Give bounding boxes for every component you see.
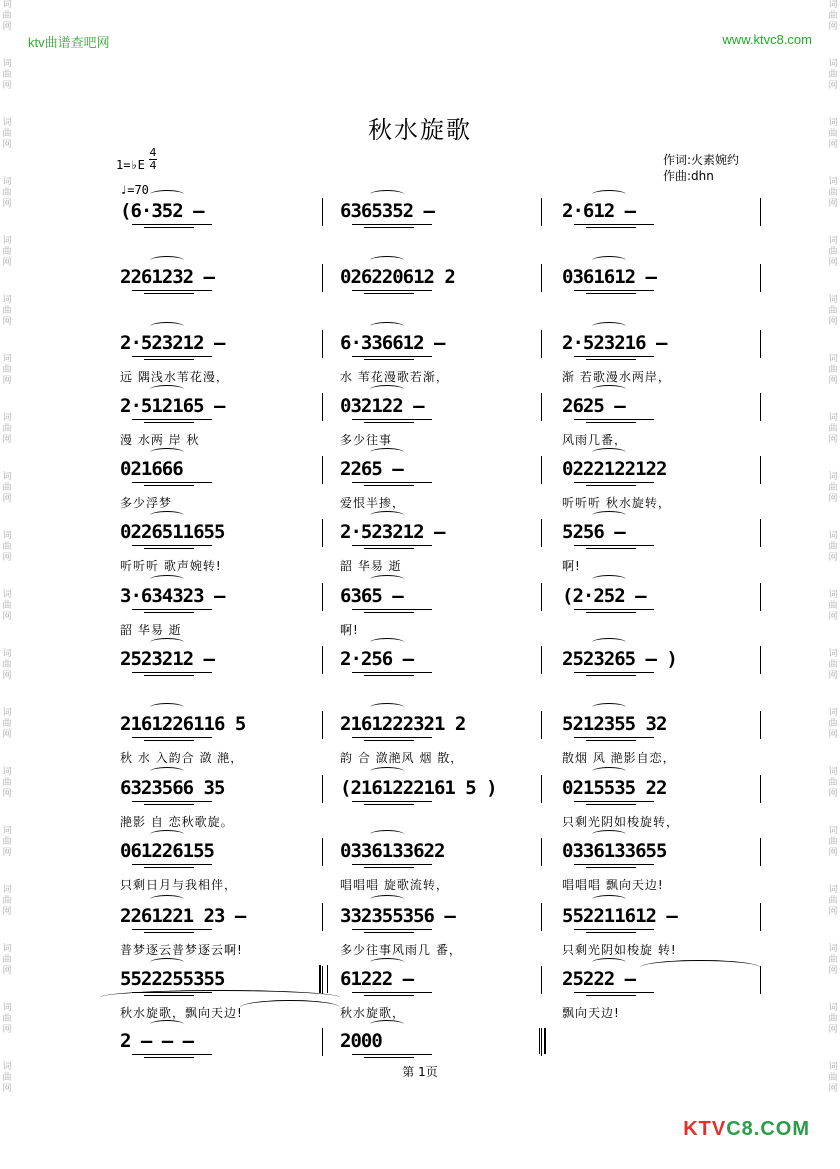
measure: 2·512165 – [120,395,225,417]
side-watermark-char: 网 [828,22,838,32]
barline [760,711,761,739]
side-watermark-char: 词 [828,472,838,482]
side-watermark-char: 网 [828,553,838,563]
side-watermark-char: 曲 [828,483,838,493]
barline [760,330,761,358]
side-watermark-char: 网 [828,435,838,445]
side-watermark-char: 曲 [828,188,838,198]
lyric-line: 渐 若歌漫水两岸， [562,370,671,384]
barline [322,456,323,484]
side-watermark-char: 网 [828,789,838,799]
lyric-line: 多少往事 [340,433,393,447]
curve-mid [240,1000,340,1015]
side-watermark-char: 词 [828,767,838,777]
barline [760,646,761,674]
barline [322,646,323,674]
lyric-line: 风雨几番， [562,433,628,447]
side-watermark-char: 词 [2,1062,12,1072]
side-watermark-char: 曲 [2,365,12,375]
side-watermark-char: 曲 [828,719,838,729]
barline [541,646,542,674]
measure: 2·612 – [562,200,636,222]
side-watermark-char: 曲 [2,1014,12,1024]
lyric-line: 韶 华易 逝 [120,623,182,637]
side-watermark-char: 词 [2,0,12,10]
measure: 2625 – [562,395,625,417]
side-watermark-char: 网 [2,966,12,976]
barline [322,903,323,931]
barline [760,966,761,994]
repeat-barline [319,965,328,993]
measure: 6365352 – [340,200,434,222]
lyric-line: 唱唱唱 旋歌流转， [340,878,449,892]
lyric-line: 散烟 风 滟影自恋， [562,751,676,765]
side-watermark-char: 曲 [2,660,12,670]
lyric-line: 秋水旋歌， [340,1006,406,1020]
measure: 0336133655 [562,840,667,862]
lyric-line: 啊! [562,559,581,573]
side-watermark-char: 词 [2,177,12,187]
side-watermark-char: 曲 [828,896,838,906]
side-watermark-char: 词 [2,1003,12,1013]
side-watermark-char: 网 [2,553,12,563]
barline [322,330,323,358]
measure: 2·523216 – [562,332,667,354]
credits [663,152,739,184]
barline [760,775,761,803]
side-watermark-char: 网 [2,848,12,858]
side-watermark-char: 曲 [2,719,12,729]
barline [322,711,323,739]
side-watermark-char: 网 [828,671,838,681]
measure: 61222 – [340,968,414,990]
side-watermark-char: 曲 [2,483,12,493]
barline [541,711,542,739]
lyric-line: 只剩光阴如梭旋转， [562,815,680,829]
side-watermark-char: 曲 [828,601,838,611]
time-sig-bottom: 4 [149,159,157,172]
measure: 6·336612 – [340,332,445,354]
side-watermark-char: 词 [2,118,12,128]
side-watermark-char: 网 [828,1084,838,1094]
side-watermark-char: 词 [2,649,12,659]
side-watermark-char: 网 [2,317,12,327]
side-watermark-char: 词 [2,590,12,600]
side-watermark-char: 曲 [2,247,12,257]
lyric-line: 水 苇花漫歌若渐， [340,370,449,384]
side-watermark-left [0,0,14,1169]
barline [322,775,323,803]
lyric-line: 多少浮梦 [120,496,173,510]
measure: 2·256 – [340,648,414,670]
logo-part-ktv: KTV [683,1118,727,1140]
barline [541,583,542,611]
barline [541,903,542,931]
side-watermark-char: 词 [828,413,838,423]
side-watermark-char: 曲 [2,70,12,80]
side-watermark-char: 网 [2,1084,12,1094]
lyric-line: 啊! [340,623,359,637]
measure: 032122 – [340,395,424,417]
measure: 552211612 – [562,905,677,927]
side-watermark-char: 词 [2,708,12,718]
song-title: 秋水旋歌 [368,116,472,144]
barline [541,393,542,421]
measure: 25222 – [562,968,636,990]
ktvc8-logo[interactable] [683,1118,810,1141]
side-watermark-char: 词 [828,177,838,187]
site-name-left[interactable]: ktv曲谱查吧网 [28,35,110,50]
side-watermark-char: 曲 [2,896,12,906]
measure: 6365 – [340,585,403,607]
barline [760,903,761,931]
curve-right [640,960,760,975]
lyric-line: 飘向天边! [562,1006,620,1020]
time-signature [149,147,157,172]
side-watermark-char: 曲 [2,778,12,788]
side-watermark-char: 词 [2,236,12,246]
measure: 2261232 – [120,266,214,288]
side-watermark-char: 网 [828,199,838,209]
side-watermark-char: 词 [2,295,12,305]
measure: 5522255355 [120,968,225,990]
side-watermark-char: 网 [2,199,12,209]
side-watermark-char: 词 [828,826,838,836]
side-watermark-char: 网 [2,789,12,799]
barline [541,966,542,994]
side-watermark-char: 曲 [2,306,12,316]
barline [760,456,761,484]
lyric-line: 韶 华易 逝 [340,559,402,573]
side-watermark-char: 网 [828,612,838,622]
barline [760,264,761,292]
side-watermark-char: 词 [828,236,838,246]
barline [541,330,542,358]
side-watermark-char: 曲 [2,542,12,552]
side-watermark-char: 网 [828,966,838,976]
lyric-line: 普梦逐云普梦逐云啊! [120,943,243,957]
side-watermark-char: 词 [828,295,838,305]
lyric-line: 漫 水两 岸 秋 [120,433,200,447]
side-watermark-char: 网 [2,258,12,268]
side-watermark-char: 曲 [828,1014,838,1024]
measure: 5212355 32 [562,713,667,735]
side-watermark-char: 曲 [828,129,838,139]
side-watermark-char: 曲 [2,188,12,198]
lyric-line: 多少往事风雨几 番， [340,943,462,957]
lyric-line: 远 隅浅水苇花漫， [120,370,229,384]
side-watermark-char: 曲 [828,424,838,434]
site-url-right[interactable]: www.ktvc8.com [722,32,812,47]
lyric-line: 秋 水 入韵合 潋 滟， [120,751,244,765]
side-watermark-char: 网 [828,907,838,917]
measure: 2000 [340,1030,382,1052]
measure: 0222122122 [562,458,667,480]
side-watermark-char: 词 [828,531,838,541]
side-watermark-char: 词 [828,885,838,895]
measure: 3·634323 – [120,585,225,607]
measure: 332355356 – [340,905,455,927]
side-watermark-char: 网 [828,1025,838,1035]
side-watermark-char: 词 [2,944,12,954]
side-watermark-char: 词 [828,118,838,128]
lyric-line: 唱唱唱 飘向天边! [562,878,664,892]
side-watermark-char: 网 [828,140,838,150]
side-watermark-char: 网 [2,22,12,32]
side-watermark-char: 网 [2,730,12,740]
side-watermark-char: 曲 [828,11,838,21]
lyric-line: 爱恨半掺， [340,496,406,510]
side-watermark-char: 曲 [2,129,12,139]
side-watermark-char: 曲 [2,11,12,21]
measure: 5256 – [562,521,625,543]
barline [541,456,542,484]
side-watermark-char: 词 [828,590,838,600]
side-watermark-char: 网 [828,376,838,386]
side-watermark-char: 网 [828,81,838,91]
barline [322,264,323,292]
measure: 2523265 – ) [562,648,677,670]
side-watermark-char: 词 [828,1003,838,1013]
side-watermark-char: 词 [2,413,12,423]
barline [541,264,542,292]
side-watermark-char: 曲 [828,955,838,965]
side-watermark-char: 网 [828,317,838,327]
side-watermark-char: 曲 [828,837,838,847]
side-watermark-char: 词 [2,59,12,69]
measure: (2·252 – [562,585,646,607]
barline [541,775,542,803]
measure: 2261221 23 – [120,905,246,927]
measure: 0215535 22 [562,777,667,799]
key-signature: 1=♭E [116,158,145,172]
side-watermark-char: 曲 [828,542,838,552]
barline [541,198,542,226]
side-watermark-char: 曲 [828,1073,838,1083]
barline [760,519,761,547]
logo-part-c8: C8.COM [726,1118,810,1140]
barline [322,198,323,226]
side-watermark-char: 词 [828,1062,838,1072]
side-watermark-char: 网 [2,671,12,681]
measure: 2161226116 5 [120,713,246,735]
barline [322,393,323,421]
measure: 2265 – [340,458,403,480]
measure: 2161222321 2 [340,713,466,735]
side-watermark-char: 网 [828,848,838,858]
tempo-mark: ♩=70 [120,183,149,197]
final-barline [539,1028,546,1054]
barline [322,1028,323,1056]
side-watermark-char: 词 [828,649,838,659]
side-watermark-char: 网 [828,494,838,504]
side-watermark-char: 词 [2,767,12,777]
side-watermark-right [826,0,840,1169]
measure: 021666 [120,458,183,480]
side-watermark-char: 网 [2,612,12,622]
side-watermark-char: 曲 [2,837,12,847]
side-watermark-char: 词 [2,885,12,895]
side-watermark-char: 词 [2,472,12,482]
side-watermark-char: 词 [828,0,838,10]
side-watermark-char: 词 [828,354,838,364]
side-watermark-char: 网 [2,376,12,386]
side-watermark-char: 网 [2,81,12,91]
barline [322,583,323,611]
measure: 2 – – – [120,1030,194,1052]
side-watermark-char: 词 [2,826,12,836]
side-watermark-char: 曲 [828,247,838,257]
barline [322,838,323,866]
side-watermark-char: 网 [2,494,12,504]
measure: 0336133622 [340,840,445,862]
barline [760,583,761,611]
side-watermark-char: 网 [2,1025,12,1035]
measure: 0226511655 [120,521,225,543]
side-watermark-char: 网 [828,730,838,740]
barline [760,838,761,866]
barline [760,393,761,421]
lyric-line: 只剩日月与我相伴， [120,878,238,892]
lyric-line: 听听听 歌声婉转! [120,559,222,573]
side-watermark-char: 网 [2,907,12,917]
barline [541,838,542,866]
measure: 6323566 35 [120,777,225,799]
measure: 061226155 [120,840,214,862]
side-watermark-char: 网 [2,435,12,445]
lyric-line: 只剩光阴如梭旋 转! [562,943,677,957]
side-watermark-char: 曲 [828,778,838,788]
barline [322,519,323,547]
measure: 2523212 – [120,648,214,670]
measure: 2·523212 – [340,521,445,543]
side-watermark-char: 词 [2,531,12,541]
measure: 0361612 – [562,266,656,288]
side-watermark-char: 网 [2,140,12,150]
side-watermark-char: 词 [828,59,838,69]
composer: 作曲:dhn [663,169,714,183]
barline [541,519,542,547]
side-watermark-char: 网 [828,258,838,268]
measure: (2161222161 5 ) [340,777,497,799]
side-watermark-char: 曲 [828,365,838,375]
measure: 026220612 2 [340,266,455,288]
side-watermark-char: 曲 [2,1073,12,1083]
page-number: 第 1页 [402,1065,438,1079]
lyric-line: 韵 合 潋滟风 烟 散， [340,751,464,765]
side-watermark-char: 词 [828,708,838,718]
side-watermark-char: 曲 [2,955,12,965]
lyric-line: 听听听 秋水旋转， [562,496,671,510]
measure: 2·523212 – [120,332,225,354]
time-sig-top: 4 [149,146,157,159]
side-watermark-char: 曲 [2,424,12,434]
lyric-line: 秋水旋歌，飘向天边! [120,1006,243,1020]
barline [760,198,761,226]
lyricist: 作词:火素婉约 [663,153,740,167]
side-watermark-char: 曲 [828,660,838,670]
side-watermark-char: 词 [828,944,838,954]
side-watermark-char: 曲 [828,70,838,80]
lyric-line: 滟影 自 恋秋歌旋。 [120,815,234,829]
side-watermark-char: 曲 [828,306,838,316]
side-watermark-char: 曲 [2,601,12,611]
side-watermark-char: 词 [2,354,12,364]
measure: (6·352 – [120,200,204,222]
